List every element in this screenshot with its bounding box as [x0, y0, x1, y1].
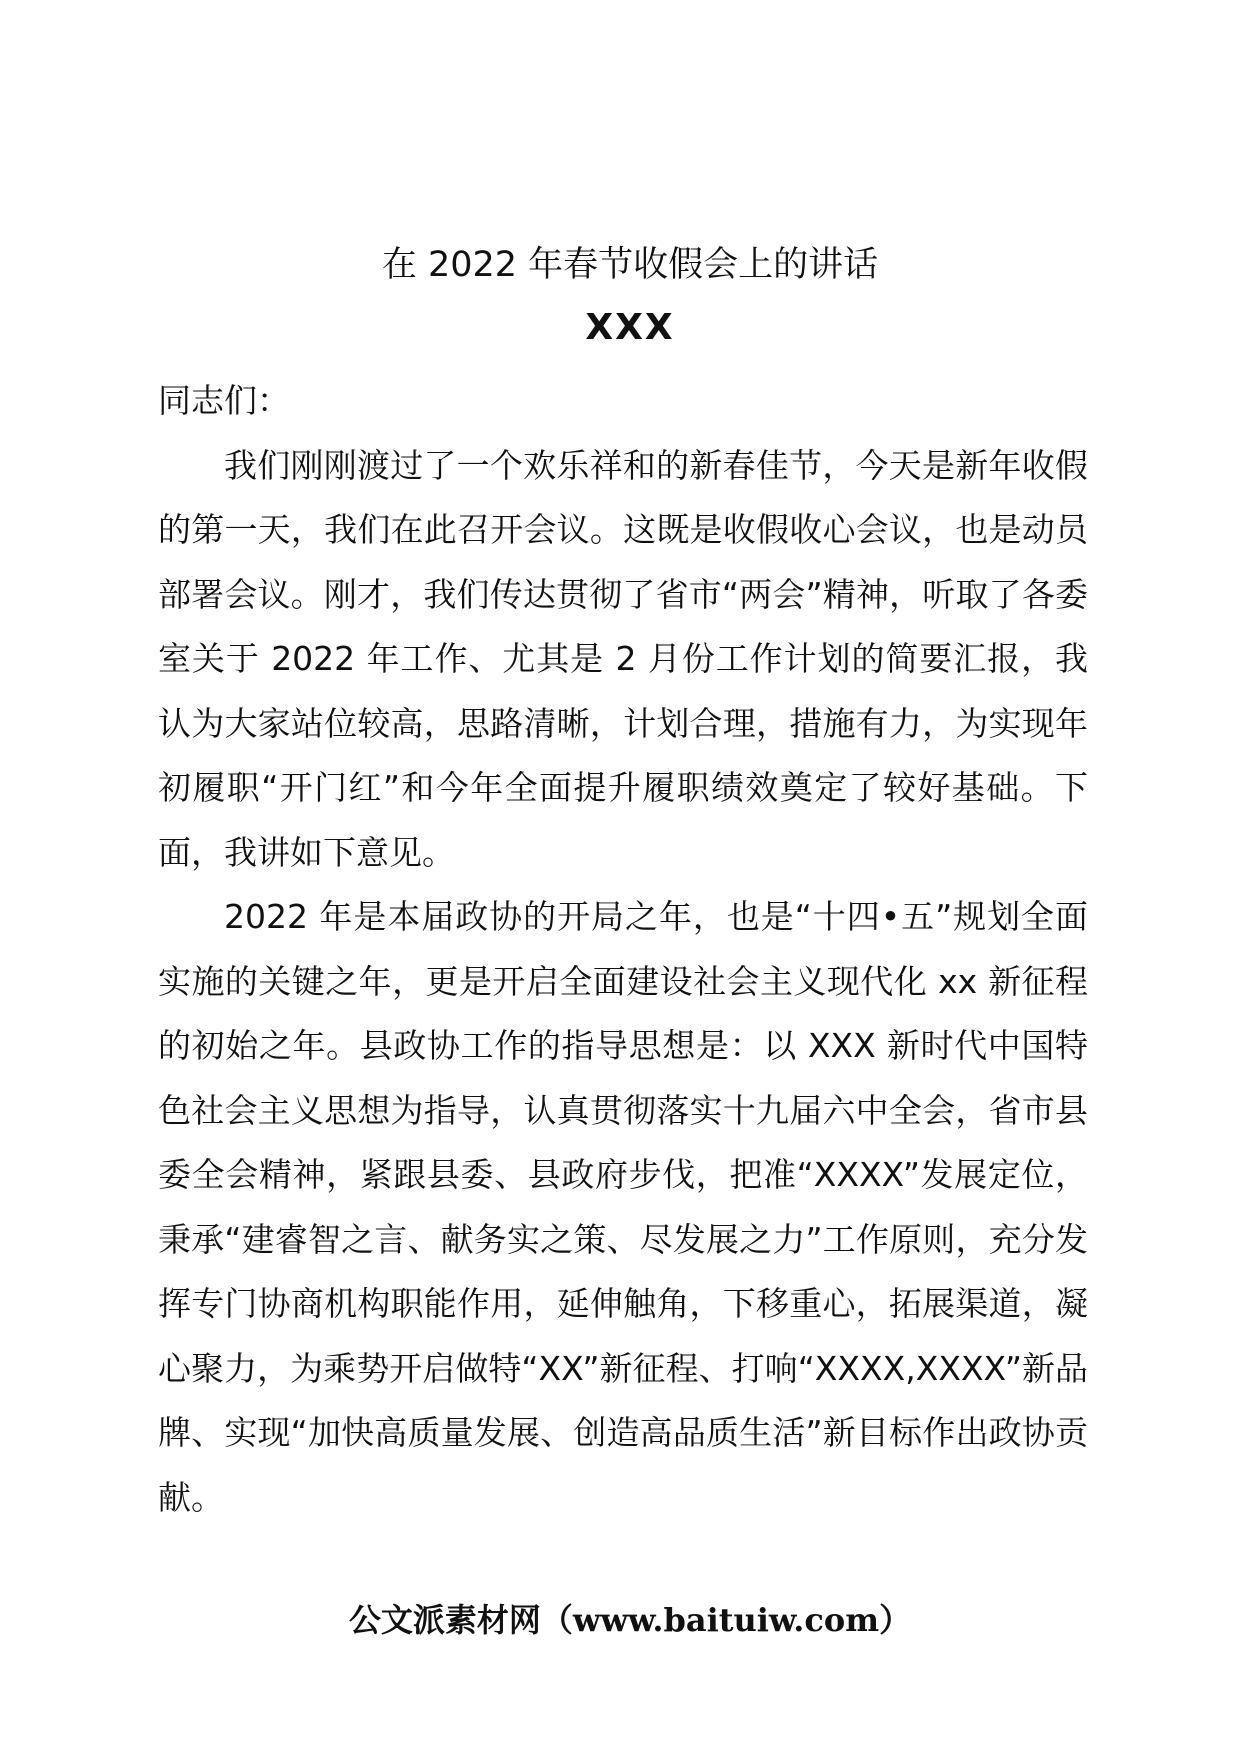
- document-author: XXX: [585, 307, 675, 348]
- salutation: 同志们：: [158, 381, 290, 420]
- document-body: [158, 369, 1088, 1530]
- footer-watermark: 公文派素材网（www.baituiw.com）: [348, 1601, 912, 1639]
- paragraph-1: 我们刚刚渡过了一个欢乐祥和的新春佳节，今天是新年收假的第一天，我们在此召开会议。这既是收假收心会议，也是动员部署会议。刚才，我们传达贯彻了省市“两会”精神，听取了各委室关于 2022 年工作、尤其是 2 月份工作计划的简要汇报，我认为大家站位较高，思路清晰，计划合理，措施有力，为实现年初履职“开门红”和今年全面提升履职绩效奠定了较好基础。下面，我讲如下意见。: [158, 445, 1088, 872]
- paragraph-2: 2022 年是本届政协的开局之年，也是“十四•五”规划全面实施的关键之年，更是开启全面建设社会主义现代化 xx 新征程的初始之年。县政协工作的指导思想是：以 XXX 新时代中国特色社会主义思想为指导，认真贯彻落实十九届六中全会，省市县委全会精神，紧跟县委、县政府步伐，把准“XXXX”发展定位，秉承“建睿智之言、献务实之策、尽发展之力”工作原则，充分发挥专门协商机构职能作用，延伸触角，下移重心，拓展渠道，凝心聚力，为乘势开启做特“XX”新征程、打响“XXXX,XXXX”新品牌、实现“加快高质量发展、创造高品质生活”新目标作出政协贡献。: [158, 897, 1088, 1517]
- document-title: 在 2022 年春节收假会上的讲话: [381, 245, 879, 285]
